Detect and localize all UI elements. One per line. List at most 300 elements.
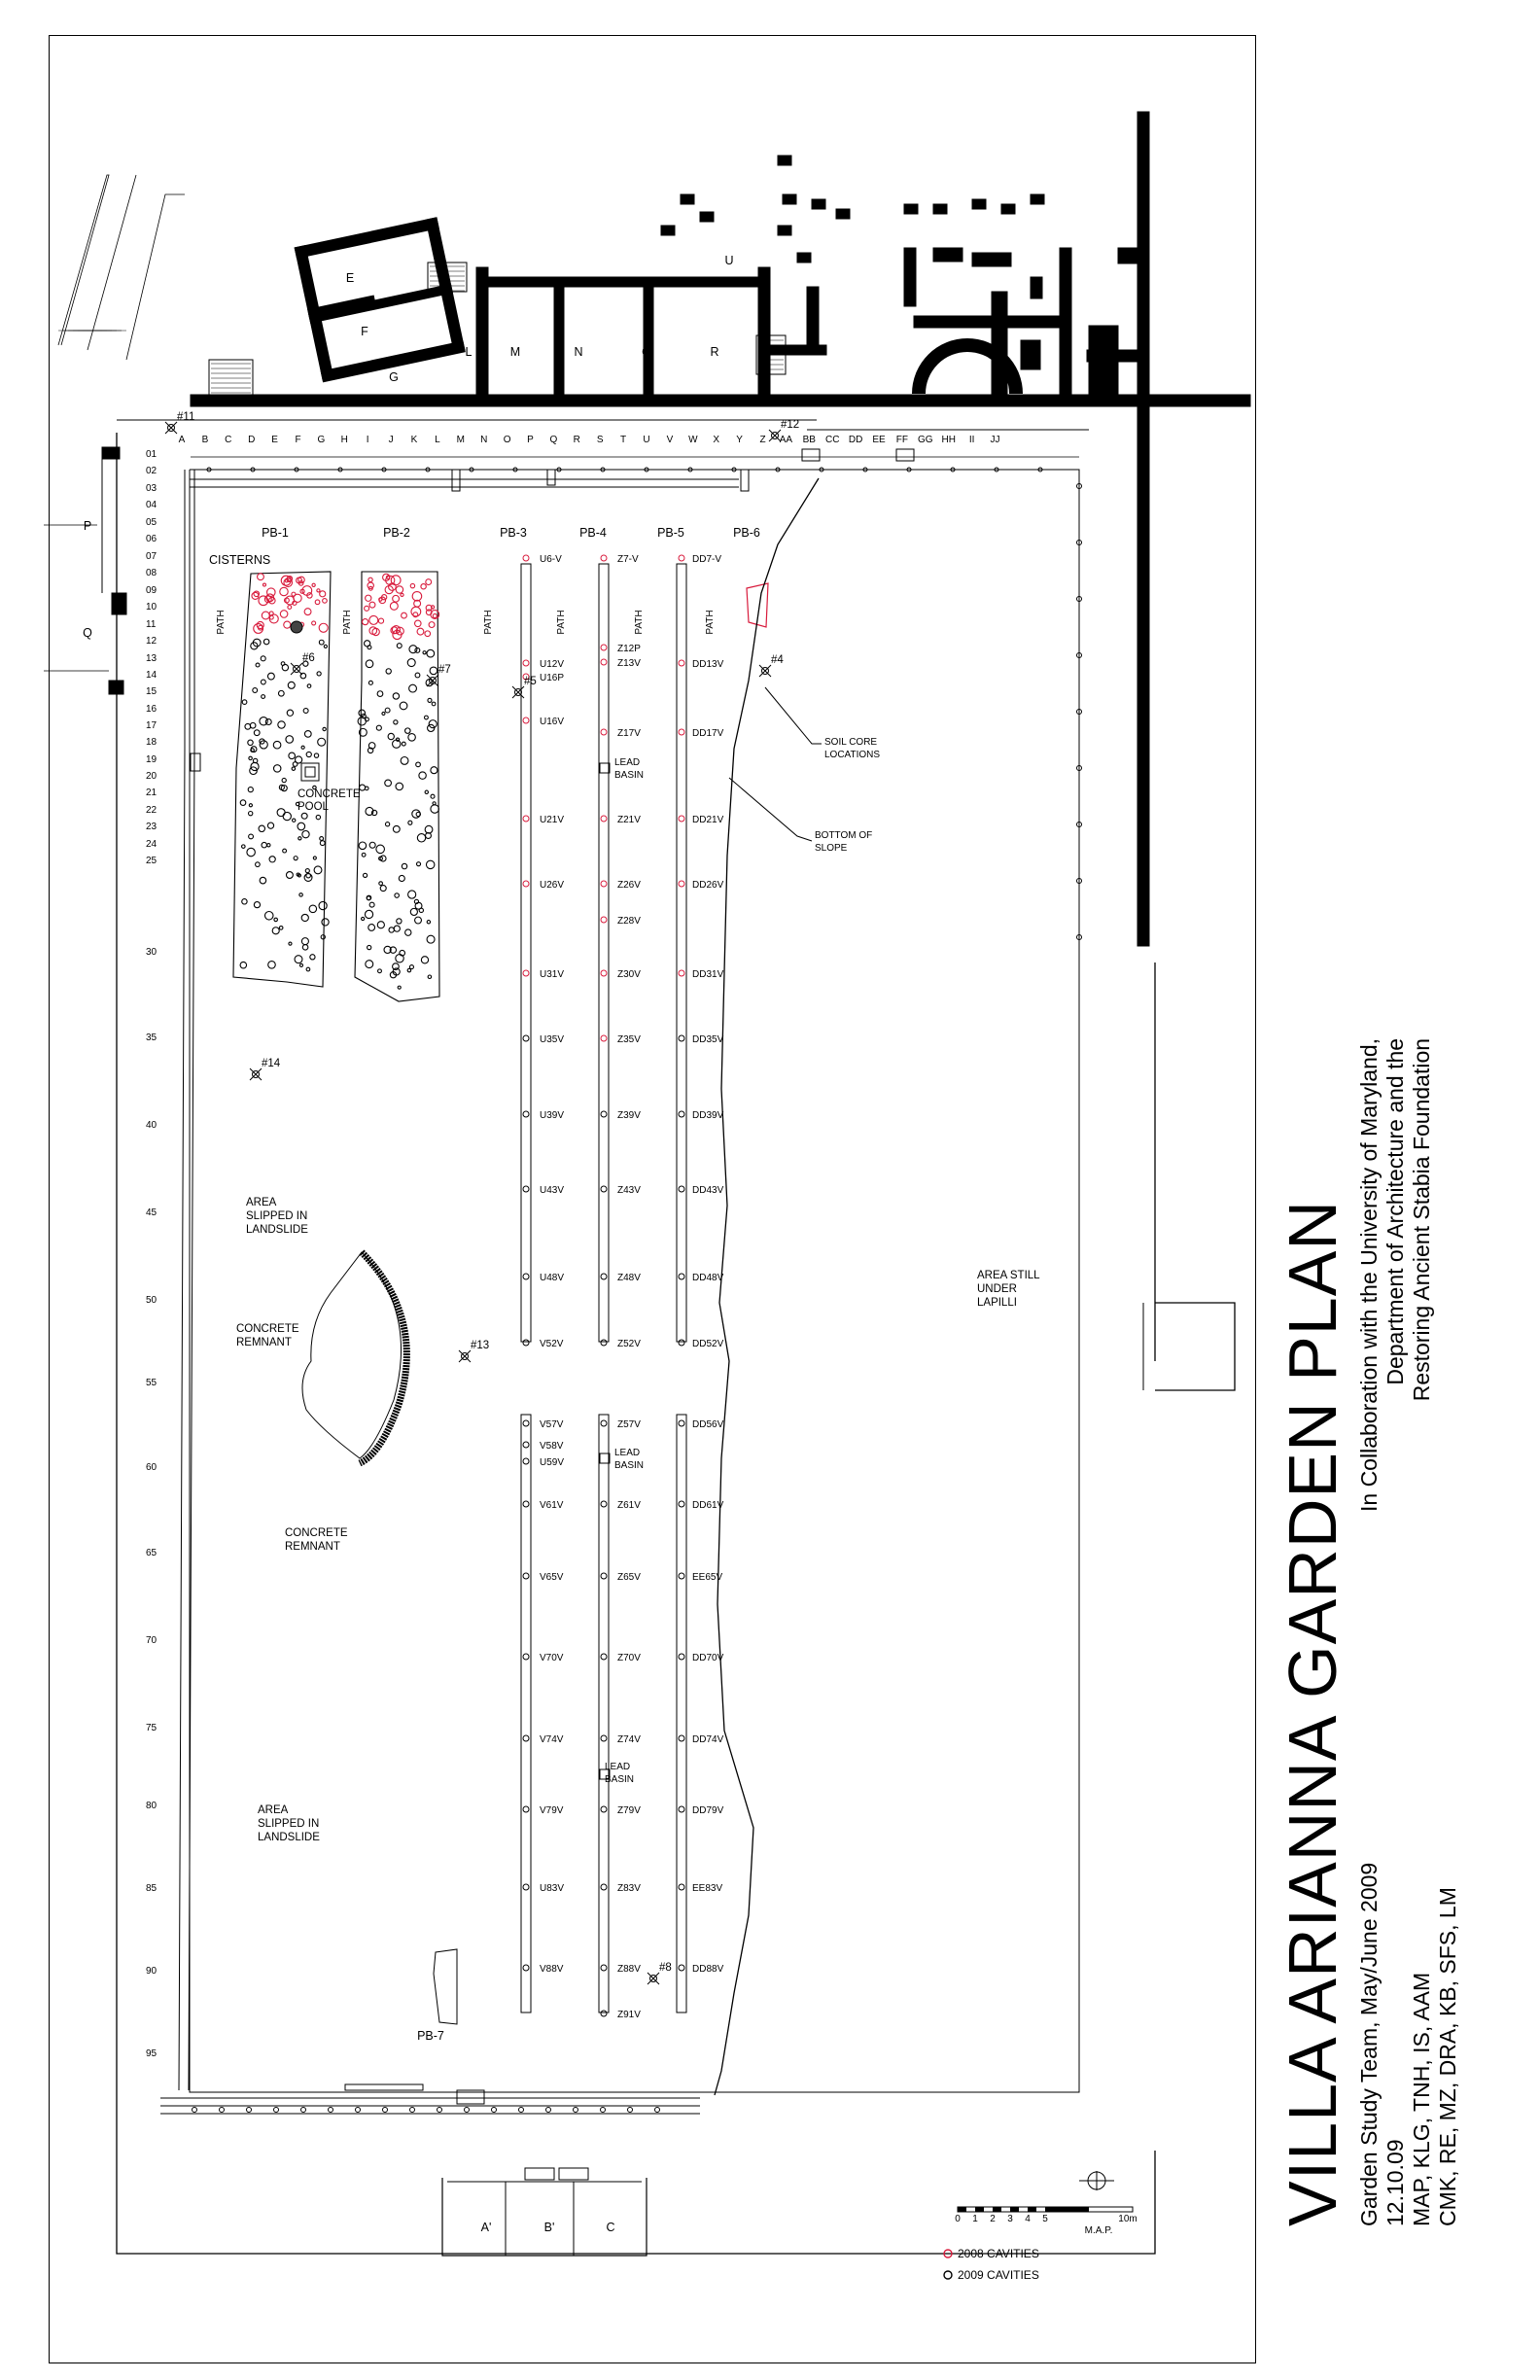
cavity-mark — [401, 756, 408, 764]
south-door — [559, 2168, 588, 2180]
cavity-mark — [427, 935, 435, 943]
building-wall — [1031, 277, 1042, 298]
slope-line — [715, 478, 819, 2095]
cavity-mark — [523, 1420, 529, 1426]
cavity-mark — [319, 623, 328, 632]
cavity-mark — [295, 956, 302, 963]
grid-row-label: 55 — [146, 1378, 158, 1388]
annotation-soil-core: SOIL CORE — [824, 737, 878, 748]
grid-column-label: DD — [848, 435, 863, 445]
cavity-mark — [396, 586, 402, 593]
bed-label: PB-2 — [383, 526, 410, 540]
cavity-mark — [396, 783, 402, 789]
cavity-mark — [279, 927, 283, 930]
cavity-mark — [415, 673, 420, 678]
north-wall-pier — [452, 470, 460, 491]
cavity-mark — [386, 669, 391, 674]
cavity-mark — [272, 928, 279, 934]
cavity-mark — [409, 965, 413, 969]
cavity-mark — [523, 1806, 529, 1812]
cavity-mark — [679, 881, 684, 887]
scale-tick: 0 — [955, 2214, 961, 2224]
ruin-block — [836, 209, 850, 219]
grid-column-label: K — [410, 435, 418, 445]
cavity-mark — [423, 651, 426, 654]
cavity-mark — [277, 809, 285, 817]
cavity-mark — [248, 740, 253, 745]
grid-column-label: AA — [779, 435, 793, 445]
cavity-mark — [408, 821, 412, 824]
cavity-mark — [284, 598, 289, 603]
grid-column-label: A — [178, 435, 186, 445]
cavity-label-z: Z70V — [617, 1653, 641, 1663]
cavity-mark — [679, 1035, 684, 1041]
cavity-mark — [286, 872, 293, 879]
bed-label: PB-6 — [733, 526, 760, 540]
cavity-mark — [410, 583, 414, 587]
path-label: PATH — [556, 610, 567, 635]
cavity-mark — [307, 684, 311, 688]
scale-tick: 1 — [972, 2214, 978, 2224]
annotation-area-landslide: LANDSLIDE — [258, 1832, 320, 1843]
cavity-mark — [319, 901, 327, 909]
cavity-mark — [394, 926, 400, 931]
cavity-mark — [296, 756, 302, 763]
cavity-mark — [679, 729, 684, 735]
room-label: L — [465, 345, 472, 359]
grid-row-label: 40 — [146, 1120, 158, 1131]
cavity-mark — [601, 1035, 607, 1041]
ramp-line — [88, 175, 136, 350]
narrow-bed — [599, 564, 609, 1342]
bed-label: PB-3 — [500, 526, 527, 540]
annotation-soil-core: LOCATIONS — [824, 750, 881, 760]
soil-core-marker — [512, 686, 524, 698]
cavity-mark — [393, 693, 399, 699]
cavity-mark — [385, 708, 390, 713]
south-wall-post — [383, 2108, 388, 2113]
annotation-bottom-slope: SLOPE — [815, 843, 848, 854]
cavity-mark — [393, 825, 400, 832]
cavity-mark — [429, 720, 437, 728]
cavity-mark — [365, 606, 369, 611]
cavity-label-z: Z91V — [617, 2010, 641, 2020]
cavity-mark — [303, 709, 308, 714]
annotation-lapilli: AREA STILL — [977, 1270, 1040, 1281]
grid-row-label: 30 — [146, 947, 158, 958]
cavity-mark — [601, 1186, 607, 1192]
map-title: VILLA ARIANNA GARDEN PLAN — [1275, 1200, 1350, 2226]
cavity-mark — [273, 765, 280, 772]
cavity-mark — [431, 767, 438, 774]
credits-block — [1356, 1863, 1461, 2226]
cavity-mark — [260, 877, 266, 884]
room-label: P — [83, 519, 92, 533]
cavity-mark — [412, 592, 422, 602]
grid-row-label: 90 — [146, 1966, 158, 1977]
cavity-mark — [240, 800, 246, 806]
cavity-mark — [601, 1501, 607, 1507]
annotation-lapilli: LAPILLI — [977, 1297, 1017, 1309]
south-wall-post — [220, 2108, 225, 2113]
east-annex — [1155, 1303, 1235, 1390]
cavity-label-z: Z65V — [617, 1572, 641, 1583]
cavity-mark — [368, 945, 371, 949]
grid-row-label: 10 — [146, 602, 158, 612]
grid-column-label: EE — [872, 435, 886, 445]
cavity-mark — [679, 1111, 684, 1117]
annotation-lead-basin: LEAD — [614, 1448, 641, 1458]
cavity-mark — [679, 1340, 684, 1346]
cavity-mark — [601, 970, 607, 976]
path-label: PATH — [483, 610, 494, 635]
cavity-label-u: U39V — [540, 1110, 565, 1121]
cavity-mark — [601, 881, 607, 887]
cavity-mark — [306, 752, 311, 756]
annotation-concrete-remnant: REMNANT — [285, 1541, 340, 1553]
ruin-block — [661, 226, 675, 235]
cavity-mark — [312, 621, 316, 625]
cistern-mark — [291, 621, 302, 633]
cavity-mark — [377, 922, 384, 928]
cavity-mark — [601, 917, 607, 923]
grid-row-label: 85 — [146, 1883, 158, 1894]
room-label: S — [758, 320, 768, 333]
ruin-block — [778, 156, 791, 165]
scale-tick: 4 — [1025, 2214, 1031, 2224]
cavity-mark — [242, 700, 247, 705]
cavity-mark — [372, 628, 379, 635]
cavity-mark — [380, 886, 386, 892]
cavity-mark — [256, 862, 261, 867]
building-wall — [1089, 326, 1118, 403]
cavity-mark — [679, 1501, 684, 1507]
cavity-mark — [601, 1111, 607, 1117]
cavity-label-dd: DD61V — [692, 1500, 724, 1511]
bed-pb7 — [434, 1949, 457, 2024]
cavity-mark — [523, 718, 529, 723]
cavity-mark — [679, 1806, 684, 1812]
cavity-label-z: Z57V — [617, 1419, 641, 1430]
grid-column-label: V — [666, 435, 674, 445]
cavity-mark — [601, 1884, 607, 1890]
grid-column-label: R — [573, 435, 580, 445]
ramp-line — [126, 194, 185, 360]
cavity-mark — [301, 746, 304, 749]
soil-core-marker — [165, 422, 177, 434]
cavity-mark — [364, 873, 368, 877]
cavity-label-u: V65V — [540, 1572, 564, 1583]
cavity-mark — [398, 986, 401, 989]
cavity-label-z: Z12P — [617, 644, 641, 654]
cavity-label-z: Z43V — [617, 1185, 641, 1196]
cavity-mark — [368, 681, 372, 684]
cavity-mark — [258, 574, 264, 580]
grid-column-label: P — [527, 435, 534, 445]
cavity-mark — [679, 1186, 684, 1192]
south-wall-post — [655, 2108, 660, 2113]
annotation-concrete-remnant: CONCRETE — [236, 1323, 299, 1335]
cavity-mark — [269, 857, 275, 862]
narrow-bed — [599, 1415, 609, 2012]
cavity-mark — [283, 812, 291, 820]
cavity-mark — [416, 862, 420, 866]
narrow-bed — [677, 564, 686, 1342]
cavity-mark — [393, 595, 400, 602]
legend-label: 2009 CAVITIES — [958, 2268, 1039, 2282]
building-wall — [904, 248, 916, 306]
annotation-area-landslide: AREA — [258, 1804, 289, 1816]
cavity-label-z: Z61V — [617, 1500, 641, 1511]
cavity-label-dd: DD7-V — [692, 554, 722, 565]
cavity-mark — [601, 1340, 607, 1346]
cavity-label-u: U43V — [540, 1185, 565, 1196]
grid-column-label: N — [480, 435, 488, 445]
grid-row-label: 25 — [146, 856, 158, 866]
cavity-mark — [601, 1806, 607, 1812]
cavity-label-z: Z83V — [617, 1883, 641, 1894]
cavity-mark — [419, 772, 426, 779]
cavity-mark — [287, 710, 293, 716]
cavity-mark — [400, 702, 407, 710]
cavity-label-u: U31V — [540, 969, 565, 980]
room-label: N — [574, 345, 583, 359]
cavity-mark — [523, 1735, 529, 1741]
cavity-mark — [402, 863, 406, 868]
cavity-mark — [254, 730, 260, 736]
cavity-label-u: V61V — [540, 1500, 564, 1511]
south-wall-post — [274, 2108, 279, 2113]
cavity-mark — [523, 660, 529, 666]
cavity-label-z: Z30V — [617, 969, 641, 980]
cavity-mark — [601, 729, 607, 735]
cavity-mark — [386, 576, 389, 578]
room-label: A' — [480, 2221, 492, 2234]
cavity-label-u: U83V — [540, 1883, 565, 1894]
cavity-mark — [679, 816, 684, 822]
west-wall-outer — [179, 470, 185, 2090]
cavity-label-u: U26V — [540, 880, 565, 891]
grid-row-label: 02 — [146, 466, 158, 476]
cavity-mark — [388, 733, 394, 739]
map-author: M.A.P. — [1084, 2225, 1113, 2236]
grid-row-label: 35 — [146, 1032, 158, 1043]
annotation-concrete-remnant: CONCRETE — [285, 1527, 348, 1539]
soil-core-label: #11 — [177, 411, 195, 423]
grid-column-label: JJ — [990, 435, 1000, 445]
cavity-mark — [309, 905, 316, 912]
annotation-area-landslide: SLIPPED IN — [246, 1210, 308, 1222]
wall-pier — [191, 753, 200, 771]
cavity-mark — [679, 1884, 684, 1890]
cavity-mark — [268, 962, 276, 969]
south-wall-post — [438, 2108, 442, 2113]
cavity-mark — [260, 718, 267, 725]
ruin-block — [812, 199, 825, 209]
bed-label: PB-1 — [262, 526, 289, 540]
cavity-mark — [431, 606, 434, 609]
cavity-mark — [267, 844, 270, 847]
cavity-label-z: Z52V — [617, 1339, 641, 1349]
concrete-remnant-edge — [360, 1252, 406, 1463]
cavity-mark — [366, 660, 373, 668]
cavity-mark — [242, 899, 247, 904]
cavity-label-dd: DD79V — [692, 1805, 724, 1816]
grid-column-label: X — [713, 435, 720, 445]
grid-row-label: 23 — [146, 822, 158, 832]
soil-core-marker — [648, 1973, 659, 1984]
cavity-mark — [601, 555, 607, 561]
cavity-mark — [288, 606, 292, 610]
grid-column-label: S — [596, 435, 604, 445]
cavity-mark — [366, 595, 371, 601]
south-wall-post — [329, 2108, 333, 2113]
soil-core-marker — [291, 663, 302, 675]
cavity-mark — [426, 860, 434, 868]
cavity-label-u: V57V — [540, 1419, 564, 1430]
cavity-mark — [601, 816, 607, 822]
cavity-mark — [369, 615, 378, 624]
soil-core-label: #7 — [438, 664, 451, 676]
cavity-mark — [601, 1420, 607, 1426]
cavity-mark — [261, 680, 265, 684]
room-label: F — [361, 325, 368, 338]
collab-line1: In Collaboration with the University of Maryland, — [1356, 1037, 1382, 1512]
cavity-mark — [280, 587, 288, 595]
room-label: G — [389, 370, 399, 384]
cavity-mark — [251, 762, 259, 770]
cavity-mark — [382, 712, 385, 715]
building-wall — [478, 277, 770, 287]
cavity-mark — [305, 869, 309, 873]
south-rooms — [442, 2178, 647, 2256]
cavity-mark — [262, 842, 266, 847]
grid-row-label: 13 — [146, 653, 158, 664]
room-label: M — [509, 345, 521, 359]
cavity-mark — [321, 935, 325, 939]
grid-row-label: 14 — [146, 670, 158, 681]
soil-core-label: #14 — [262, 1058, 281, 1069]
wall-block — [102, 447, 120, 459]
grid-row-label: 60 — [146, 1462, 158, 1473]
cavity-label-dd: DD74V — [692, 1734, 724, 1745]
grid-column-label: BB — [802, 435, 816, 445]
cavity-mark — [267, 673, 274, 680]
ruin-block — [904, 204, 918, 214]
grid-column-label: J — [388, 435, 394, 445]
cavity-mark — [368, 578, 372, 581]
cavity-mark — [523, 1654, 529, 1660]
cavity-mark — [302, 830, 309, 837]
cavity-mark — [523, 555, 529, 561]
cavity-label-dd: DD26V — [692, 880, 724, 891]
cavity-mark — [417, 628, 424, 635]
cavity-mark — [523, 1573, 529, 1579]
cavity-mark — [312, 583, 315, 586]
cavity-label-u: U59V — [540, 1457, 565, 1468]
building-wall — [1138, 112, 1149, 946]
cavity-mark — [601, 1573, 607, 1579]
wall-block — [109, 681, 123, 694]
building-wall — [807, 287, 819, 355]
cavity-label-dd: DD17V — [692, 728, 724, 739]
south-wall-post — [492, 2108, 497, 2113]
north-wall-pier — [547, 470, 555, 485]
cavity-mark — [278, 721, 285, 728]
cavity-label-z: Z26V — [617, 880, 641, 891]
ramp-line — [58, 175, 109, 345]
cavity-mark — [267, 822, 273, 828]
grid-row-label: 05 — [146, 517, 158, 528]
cavity-mark — [378, 969, 382, 973]
grid-marker-box — [802, 449, 820, 461]
cavity-mark — [427, 921, 430, 924]
grid-row-label: 95 — [146, 2048, 158, 2059]
cavity-mark — [299, 893, 302, 896]
cavity-label-z: Z13V — [617, 658, 641, 669]
grid-column-label: HH — [941, 435, 956, 445]
cavity-mark — [679, 1420, 684, 1426]
cavity-mark — [407, 968, 411, 972]
cavity-mark — [379, 882, 383, 886]
ruin-block — [933, 204, 947, 214]
cavity-mark — [314, 866, 322, 874]
annotation-lead-basin: LEAD — [614, 757, 641, 768]
grid-row-label: 11 — [146, 619, 157, 630]
soil-core-label: #5 — [524, 676, 537, 687]
annotation-concrete-pool: CONCRETE — [298, 788, 361, 800]
bed-label: PB-4 — [579, 526, 607, 540]
cavity-label-dd: DD21V — [692, 815, 724, 825]
grid-column-label: D — [248, 435, 256, 445]
annotation-area-landslide: SLIPPED IN — [258, 1818, 320, 1830]
cavity-mark — [274, 918, 278, 922]
legend-label: 2008 CAVITIES — [958, 2247, 1039, 2260]
building-wall — [1087, 350, 1145, 362]
cavity-mark — [369, 842, 375, 848]
cavity-mark — [278, 690, 284, 696]
cavity-mark — [523, 816, 529, 822]
ruin-block — [681, 194, 694, 204]
cavity-label-dd: DD88V — [692, 1964, 724, 1975]
south-wall-post — [247, 2108, 252, 2113]
cavity-mark — [426, 579, 432, 585]
cavity-mark — [262, 695, 265, 699]
cavity-mark — [429, 622, 435, 628]
cavity-mark — [416, 762, 421, 767]
cavity-mark — [369, 602, 375, 608]
cavity-label-u: U6-V — [540, 554, 562, 565]
grid-row-label: 07 — [146, 551, 158, 562]
cavity-label-z: Z17V — [617, 728, 641, 739]
cavity-mark — [304, 609, 311, 615]
grid-row-label: 45 — [146, 1208, 158, 1218]
cavity-mark — [425, 716, 429, 719]
cavity-mark — [320, 591, 326, 597]
annotation-lead-basin: BASIN — [614, 770, 645, 781]
north-wall-pier — [741, 470, 749, 491]
cavity-mark — [523, 1965, 529, 1971]
cavity-mark — [431, 805, 438, 813]
cavity-mark — [366, 961, 373, 968]
path-label: PATH — [342, 610, 353, 635]
cavity-mark — [679, 1965, 684, 1971]
grid-row-label: 22 — [146, 805, 158, 816]
cavity-mark — [417, 834, 425, 842]
grid-row-label: 16 — [146, 704, 158, 715]
cavity-mark — [315, 600, 320, 605]
cavity-mark — [301, 813, 307, 819]
